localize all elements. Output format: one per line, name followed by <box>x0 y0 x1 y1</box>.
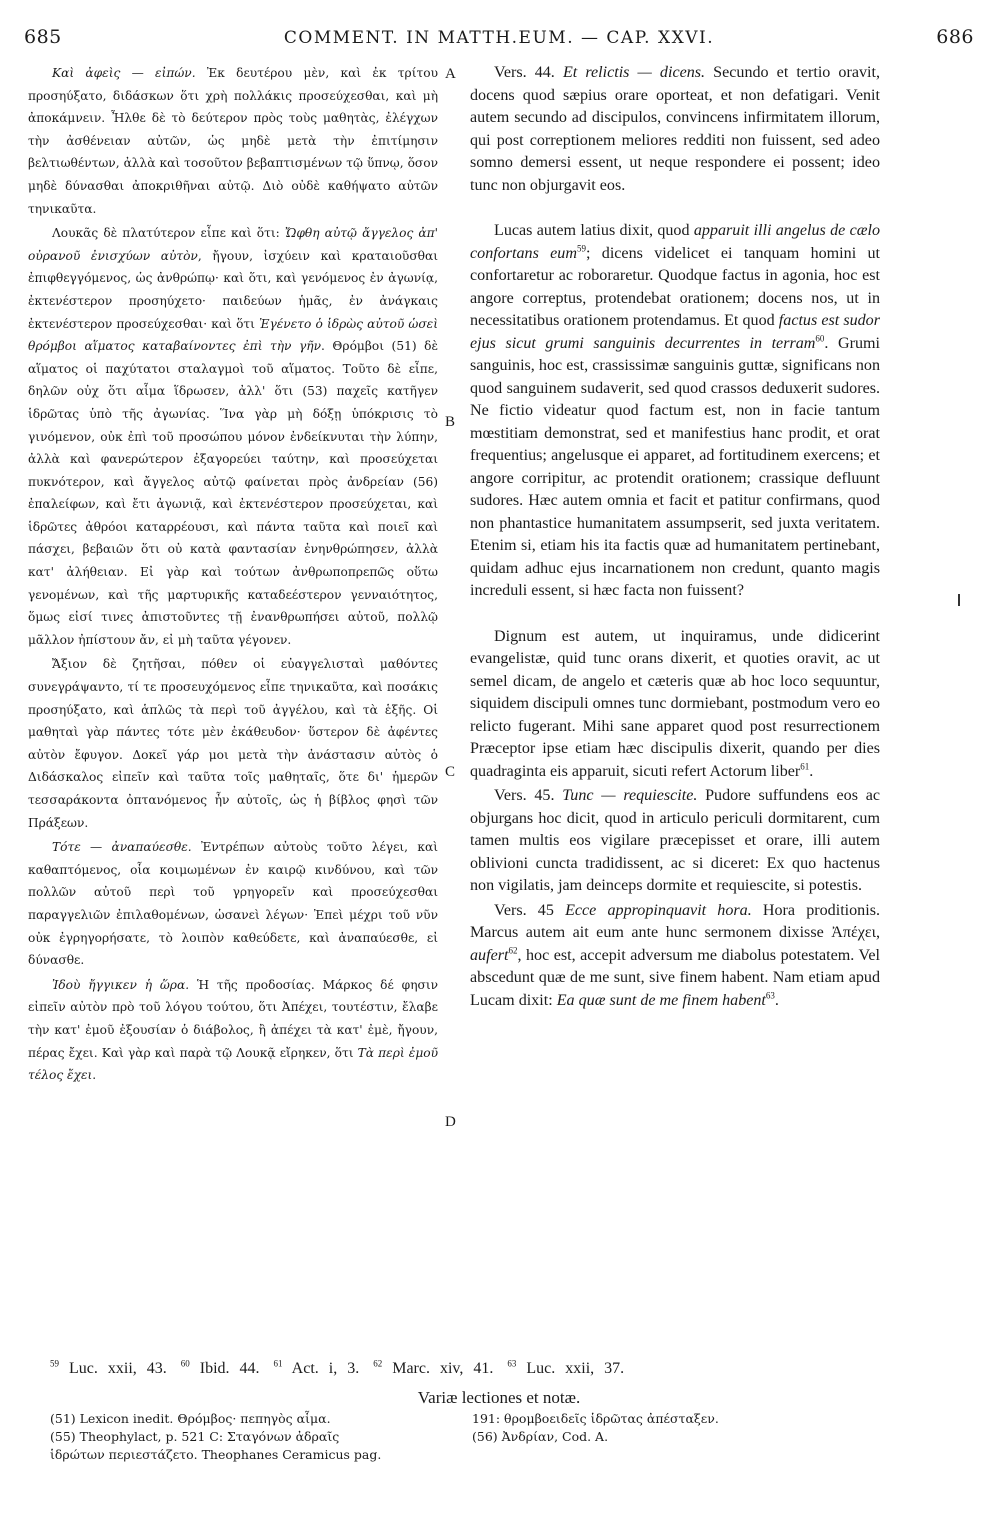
text-run: . <box>774 991 779 1009</box>
footnote-text: Marc. xiv, 41. <box>382 1360 494 1377</box>
text-run: Λουκᾶς δὲ πλατύτερον εἶπε καὶ ὅτι: <box>52 226 285 241</box>
greek-paragraph <box>28 653 438 834</box>
greek-column <box>28 62 438 1087</box>
text-run: Dignum est autem, ut inquiramus, unde didicerint evangelistæ, quid tunc orans dixerit, et quoties oravit, ac ut semel dicam, de angelo et cæteris quæ ab hoc loco sequuntur, siquidem discipuli omnes tunc dormiebant, postmodum vero eo relicto fugerant. Mihi sane apparet quod post resurrectionem Præceptor ipse etiam hæc discipulis dixerit, quando per dies quadraginta eis apparuit, sicuti refert Actorum liber <box>470 627 880 780</box>
latin-column <box>470 62 880 1012</box>
italic-text: Ὤφθη αὐτῷ ἄγγελος ἀπ' οὐρανοῦ ἐνισχύων αὐτὸν <box>28 226 439 263</box>
footnote-item <box>373 1360 493 1377</box>
margin-mark-c: C <box>445 764 456 780</box>
greek-paragraph <box>28 836 438 972</box>
text-run: Ἄξιον δὲ ζητῆσαι, πόθεν οἱ εὐαγγελισταὶ μαθόντες συνεγράψαντο, τί τε προσευχόμενος εἶπε τηνικαῦτα, καὶ ποσάκις προσηύξατο, καὶ ἁπλῶς τὰ περὶ τοῦ ἀγγέλου, καὶ τὰ ἑξῆς. Οἱ μαθηταὶ γὰρ πάντες τότε μὲν ἐκάθευδον· ὕστερον δὲ ἀφέντες αὐτὸν ἔφυγον. Δοκεῖ γάρ μοι μετὰ τὴν ἀνάστασιν αὐτὸς ὁ Διδάσκαλος εἰπεῖν καὶ ταῦτα τοῖς μαθηταῖς, ὅτε δι' ἡμερῶν τεσσαράκοντα ὀπτανόμενος ἦν αὐτοῖς, ὡς ἡ βίβλος φησὶ τῶν Πράξεων. <box>28 657 438 830</box>
page-number-left: 685 <box>24 26 62 48</box>
text-run: , ἤγουν, ἰσχύειν καὶ κραταιοῦσθαι ἐπιφθεγγόμενος, ὡς ἀνθρώπῳ· καὶ ὅτι, καὶ γενόμενος ἐν ἀγωνίᾳ, ἐκτενέστερον προσηύχετο· παιδεύων ἡμᾶς, ἐν ἀνάγκαις ἐκτενέστερον προσεύχεσθαι· καὶ ὅτι <box>28 248 438 331</box>
footnote-item <box>50 1360 167 1377</box>
text-run: Lucas autem latius dixit, quod <box>494 222 694 239</box>
italic-text: apparuit illi angelus de cælo confortans eum <box>470 222 880 262</box>
text-run: Ἐντρέπων αὐτοὺς τοῦτο λέγει, καὶ καθαπτόμενος, οἷα κοιμωμένων ἐν καιρῷ κινδύνου, καὶ τῶν πολλῶν αὐτοῦ περὶ τοῦ γρηγορεῖν καὶ προσεύχεσθαι παραγγελιῶν ἐπιλαθομένων, ὡσανεὶ λέγων· Ἐπεὶ μέχρι τοῦ νῦν οὐκ ἐγρηγορήσατε, τὸ λοιπὸν καθεύδετε, καὶ ἀναπαύεσθε, εἰ δύνασθε. <box>28 840 438 968</box>
footnote-text: Luc. xxii, 37. <box>516 1360 625 1377</box>
greek-paragraph <box>28 62 438 220</box>
text-run: Secundo et tertio oravit, docens quod sæpius orare oporteat, et non defatigari. Venit autem secundo ad discipulos, convincens infirmitatem illorum, qui post correptionem meliores redditi non fuissent, sed adeo somno demersi essent, ut neque respondere ei possent; ideo tunc non objurgavit eos. <box>470 64 880 194</box>
text-run: Vers. 45. <box>494 787 563 804</box>
footnote-ref: 62 <box>508 945 518 956</box>
page-header <box>24 26 974 58</box>
text-run: Ἐκ δευτέρου μὲν, καὶ ἐκ τρίτου προσηύξατο, διδάσκων ὅτι χρὴ πολλάκις προσεύχεσθαι, καὶ μὴ ἀποκάμνειν. Ἦλθε δὲ τὸ δεύτερον πρὸς τοὺς μαθητὰς, ἐλέγχων τὴν ἀσθένειαν αὐτῶν, ὡς μηδὲ μετὰ τὴν ἐπιτίμησιν βελτιωθέντων, ἀλλὰ καὶ τοσοῦτον βεβαπτισμένων τῷ ὕπνῳ, ὅσον μηδὲ δύνασθαι ἀποκριθῆναι αὐτῷ. Διὸ οὐδὲ καθήψατο αὐτῶν τηνικαῦτα. <box>28 66 438 216</box>
text-run: ; dicens videlicet ei tanquam homini ut confortaretur ac roboraretur. Quodque factus in agonia, hoc est angore correptus, protendebat orationem; docens nos, ut in necessitatibus orationem protendamus. Et quod <box>470 244 880 329</box>
margin-mark-d: D <box>445 1114 456 1130</box>
stray-mark <box>958 594 960 606</box>
page-number-right: 686 <box>936 26 974 48</box>
variae-line: ἱδρώτων περιεστάζετο. Theophanes Ceramicus pag. <box>50 1447 382 1462</box>
footnote-item <box>181 1360 260 1377</box>
variae-line: (51) Lexicon inedit. Θρόμβος· πεπηγὸς αἷμα. <box>50 1411 331 1426</box>
variae-left <box>50 1410 470 1464</box>
text-run: Ἡ τῆς προδοσίας. Μάρκος δέ φησιν εἰπεῖν αὐτὸν πρὸ τοῦ λόγου τούτου, ὅτι Ἀπέχει, τουτέστιν, ἔλαβε τὴν κατ' ἐμοῦ ἐξουσίαν ὁ διάβολος, ἢ ἀπέχει τὰ κατ' ἐμὲ, ἤγουν, πέρας ἔχει. Καὶ γὰρ καὶ παρὰ τῷ Λουκᾷ εἴρηκεν, ὅτι <box>28 977 439 1060</box>
variae-title: Variæ lectiones et notæ. <box>417 1388 581 1407</box>
text-run: . <box>92 1068 97 1083</box>
latin-paragraph <box>470 785 880 898</box>
text-run: Vers. 44. <box>494 64 563 81</box>
footnote-ref: 61 <box>800 761 810 772</box>
footnote-item <box>274 1360 360 1377</box>
italic-text: Ἐγένετο ὁ ἱδρὼς αὐτοῦ ὡσεὶ θρόμβοι αἵματος καταβαίνοντες ἐπὶ τὴν γῆν <box>28 316 438 354</box>
footnotes <box>50 1360 950 1378</box>
margin-mark-b: B <box>445 414 456 430</box>
footnote-number: 62 <box>373 1358 383 1369</box>
footnote-text: Luc. xxii, 43. <box>59 1360 167 1377</box>
latin-paragraph <box>470 900 880 1013</box>
margin-mark-a: A <box>445 66 456 82</box>
italic-text: Τὰ περὶ ἐμοῦ τέλος ἔχει <box>28 1045 438 1083</box>
footnote-number: 63 <box>507 1358 517 1369</box>
italic-text: aufert <box>470 946 509 964</box>
italic-text: Tunc — requiescite. <box>562 787 706 804</box>
latin-paragraph <box>470 220 880 603</box>
latin-paragraph <box>470 626 880 784</box>
italic-text: Καὶ ἀφεὶς — εἰπών. <box>52 66 207 80</box>
text-run: . Θρόμβοι (51) δὲ αἵματος οἱ παχύτατοι σταλαγμοὶ τοῦ αἵματος. Τοῦτο δὲ εἶπε, δηλῶν οὐχ ὅτι αἷμα ἵδρωσεν, ἀλλ' ὅτι (53) παχεῖς κατῆγεν ἱδρῶτας ὑπὸ τῆς ἀγωνίας. Ἵνα γὰρ μὴ δόξῃ ὑπόκρισις τὸ γινόμενον, οὐκ ἐπὶ τοῦ προσώπου μόνον ἐνδείκνυται τὴν λύπην, ἀλλὰ καὶ φανερώτερον ἐξαγορεύει ταύτην, καὶ προσεύχεται πυκνότερον, καὶ ἄγγελος αὐτῷ φαίνεται πρὸς ἀνδρείαν (56) ἐπαλείφων, καὶ ἔτι ἀγωνιᾷ, καὶ ἐκτενέστερον προσεύχεται, καὶ ἱδρῶτες ἀθρόοι καταρρέουσι, καὶ πάντα ταῦτα καὶ ποιεῖ καὶ πάσχει, βεβαιῶν ὅτι οὐ κατὰ φαντασίαν ἐνηνθρώπησεν, ἀλλὰ κατ' ἀλήθειαν. Εἰ γὰρ καὶ τούτων ἀνθρωποπρεπῶς οὕτω γενομένων, καὶ τῆς μαρτυρικῆς καταδεέστερον γενναιότητος, ὅμως εἰσί τινες ἀπιστοῦντες τῇ ἐνανθρωπήσει αὐτοῦ, πολλῷ μᾶλλον ἠπίστουν ἄν, εἰ μὴ ταῦτα γέγονεν. <box>28 339 438 647</box>
footnote-ref: 63 <box>765 990 775 1001</box>
footnote-number: 59 <box>50 1358 59 1369</box>
text-run: . Grumi sanguinis, hoc est, crassissimæ sanguinis guttæ, significans non quod sanguinem sudaverit, sed quod crassos deduxerit sudores. Ne fictio videatur quod factum est, non in facie tantum mœstitiam demonstrat, sed et manifestius hanc prodit, et orat frequentius; angelusque ei apparet, ad fortitudinem exercens; et angore corripitur, ac protendit orationem; crassique defluunt sudores. Hæc autem omnia et facit et patitur confirmans, quod non phantastice humanitatem assumpserit, sed juxta veritatem. Etenim si, etiam his ita factis quæ ad humanitatem pertinebant, quidam adhuc ejus incarnationem non credunt, quanto magis increduli essent, si hæc facta non fuissent? <box>470 334 880 599</box>
text-run: , hoc est, accepit adversum me diabolus potestatem. Vel abscedunt quæ de me sunt, sive finem habent. Nam etiam apud Lucam dixit: <box>470 946 880 1009</box>
text-run: Vers. 45 <box>494 901 566 919</box>
text-run: Pudore suffundens eos ac objurgans hoc dicit, quod in articulo periculi dormitarent, cum tamen multis eos vigilare præcepisset et orare, illi autem oblivioni cuncta tradidissent, ac si diceret: Ex quo hactenus non vigilatis, jam deinceps dormite et requiescite, si potestis. <box>470 787 880 894</box>
italic-text: factus est sudor ejus sicut grumi sanguinis decurrentes in terram <box>470 312 880 352</box>
text-run: . <box>809 762 814 780</box>
italic-text: Ecce appropinquavit hora. <box>565 901 763 919</box>
italic-text: Et relictis — dicens. <box>562 64 714 81</box>
running-title: COMMENT. IN MATTH.EUM. — CAP. XXVI. <box>283 28 715 48</box>
footnote-text: Act. i, 3. <box>282 1360 360 1377</box>
footnote-item <box>507 1360 624 1377</box>
variae-line: (56) Ἀνδρίαν, Cod. A. <box>472 1429 609 1444</box>
footnote-ref: 59 <box>576 243 586 254</box>
italic-text: Τότε — ἀναπαύεσθε. <box>52 840 201 855</box>
latin-paragraph <box>470 62 880 197</box>
footnote-text: Ibid. 44. <box>189 1360 260 1377</box>
variae-line: 191: θρομβοειδεῖς ἱδρῶτας ἀπέσταξεν. <box>472 1411 719 1426</box>
variae-right <box>472 1410 872 1446</box>
variae-line: (55) Theophylact, p. 521 C: Σταγόνων ἀδραῖς <box>50 1429 340 1444</box>
italic-text: Ἰδοὺ ἤγγικεν ἡ ὥρα. <box>52 977 197 992</box>
footnote-number: 60 <box>180 1358 190 1369</box>
italic-text: Ea quæ sunt de me finem habent <box>556 991 766 1009</box>
text-run: Hora proditionis. Marcus autem ait eum ante hunc sermonem dixisse Ἀπέχει, <box>470 901 880 941</box>
greek-paragraph <box>28 222 438 651</box>
footnote-number: 61 <box>273 1358 283 1369</box>
greek-paragraph <box>28 974 438 1087</box>
footnote-ref: 60 <box>815 333 825 344</box>
